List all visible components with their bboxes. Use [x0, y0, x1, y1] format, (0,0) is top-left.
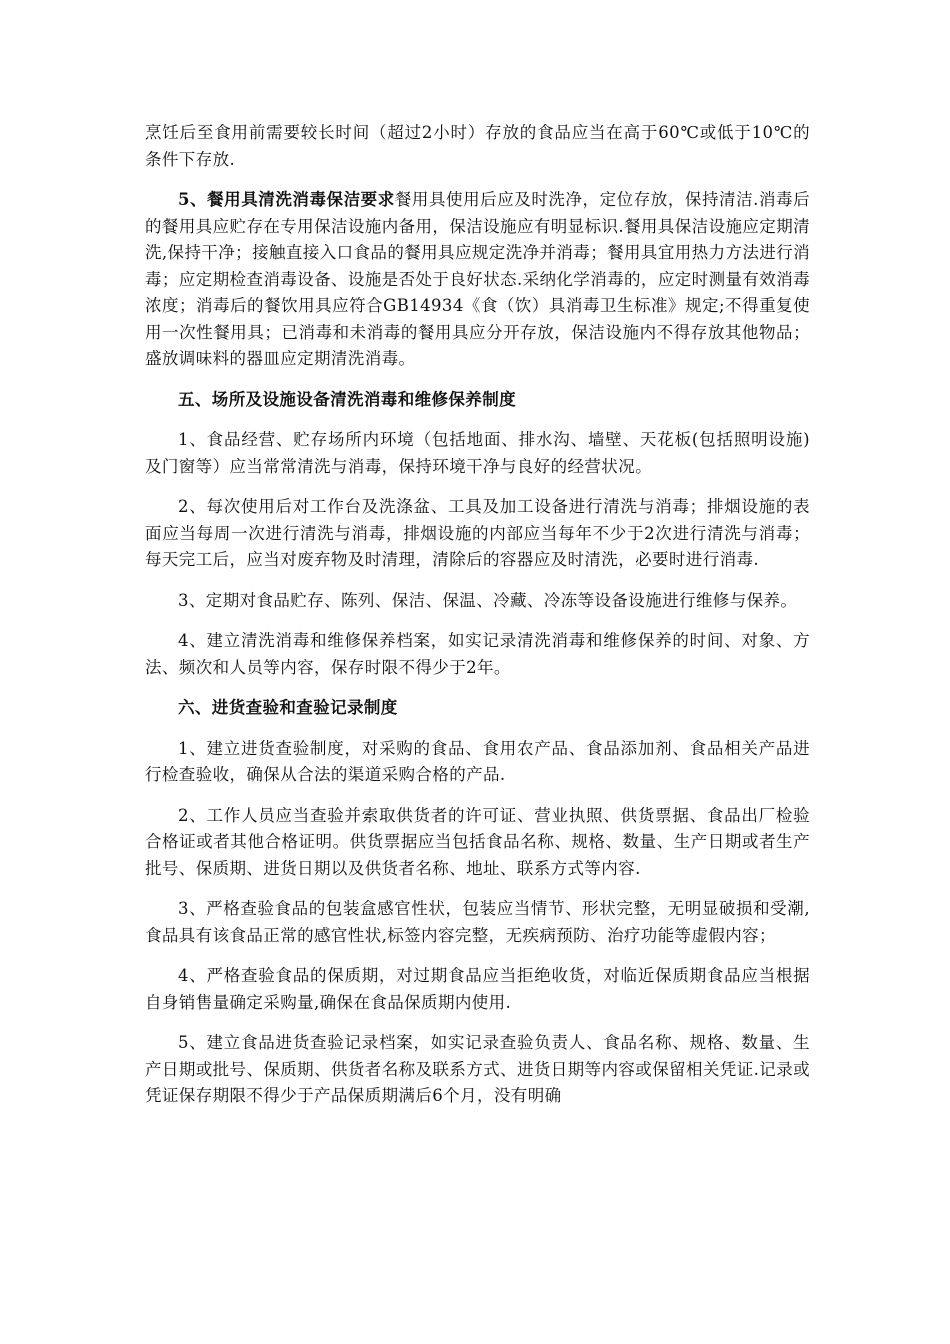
section-6-item-2: 2、工作人员应当查验并索取供货者的许可证、营业执照、供货票据、食品出厂检验合格证或者其他合格证明。供货票据应当包括食品名称、规格、数量、生产日期或者生产批号、保质期、进货日期以及供货者名称、地址、联系方式等内容.: [145, 805, 810, 878]
section-6-item-1: 1、建立进货查验制度，对采购的食品、食用农产品、食品添加剂、食品相关产品进行检查验收，确保从合法的渠道采购合格的产品.: [145, 738, 810, 784]
document-page: [145, 120, 810, 1124]
section-5-item-1: 1、食品经营、贮存场所内环境（包括地面、排水沟、墙壁、天花板(包括照明设施)及门窗等）应当常常清洗与消毒，保持环境干净与良好的经营状况。: [145, 430, 810, 476]
section-5-item-2: 2、每次使用后对工作台及洗涤盆、工具及加工设备进行清洗与消毒；排烟设施的表面应当每周一次进行清洗与消毒，排烟设施的内部应当每年不少于2次进行清洗与消毒；每天完工后，应当对废弃物及时清理，清除后的容器应及时清洗，必要时进行消毒.: [145, 497, 810, 569]
paragraph-lead-heading: 5、餐用具清洗消毒保洁要求: [178, 190, 395, 209]
section-6-item-4: 4、严格查验食品的保质期，对过期食品应当拒绝收货，对临近保质期食品应当根据自身销售量确定采购量,确保在食品保质期内使用.: [145, 966, 810, 1012]
section-6-item-5: 5、建立食品进货查验记录档案，如实记录查验负责人、食品名称、规格、数量、生产日期或批号、保质期、供货者名称及联系方式、进货日期等内容或保留相关凭证.记录或凭证保存期限不得少于产品保质期满后6个月，没有明确: [145, 1033, 810, 1105]
paragraph-body: 餐用具使用后应及时洗净，定位存放，保持清洁.消毒后的餐用具应贮存在专用保洁设施内备用，保洁设施应有明显标识.餐用具保洁设施应定期清洗,保持干净；接触直接入口食品的餐用具应规定洗净并消毒；餐用具宜用热力方法进行消毒；应定期检查消毒设备、设施是否处于良好状态.采纳化学消毒的，应定时测量有效消毒浓度；消毒后的餐饮用具应符合GB14934《食（饮）具消毒卫生标准》规定;不得重复使用一次性餐用具；已消毒和未消毒的餐用具应分开存放，保洁设施内不得存放其他物品；盛放调味料的器皿应定期清洗消毒。: [145, 190, 810, 368]
paragraph-storage-temperature: 烹饪后至食用前需要较长时间（超过2小时）存放的食品应当在高于60℃或低于10℃的条件下存放.: [145, 123, 810, 169]
section-heading-6: 六、进货查验和查验记录制度: [178, 698, 398, 717]
paragraph-tableware-cleaning: [145, 187, 810, 373]
section-6-item-3: 3、严格查验食品的包装盒感官性状，包装应当情节、形状完整，无明显破损和受潮,食品具有该食品正常的感官性状,标签内容完整，无疾病预防、治疗功能等虚假内容；: [145, 899, 810, 945]
section-heading-5: 五、场所及设施设备清洗消毒和维修保养制度: [178, 389, 516, 409]
section-5-item-3: 3、定期对食品贮存、陈列、保洁、保温、冷藏、冷冻等设备设施进行维修与保养。: [178, 590, 798, 610]
section-5-item-4: 4、建立清洗消毒和维修保养档案，如实记录清洗消毒和维修保养的时间、对象、方法、频次和人员等内容，保存时限不得少于2年。: [145, 631, 810, 677]
